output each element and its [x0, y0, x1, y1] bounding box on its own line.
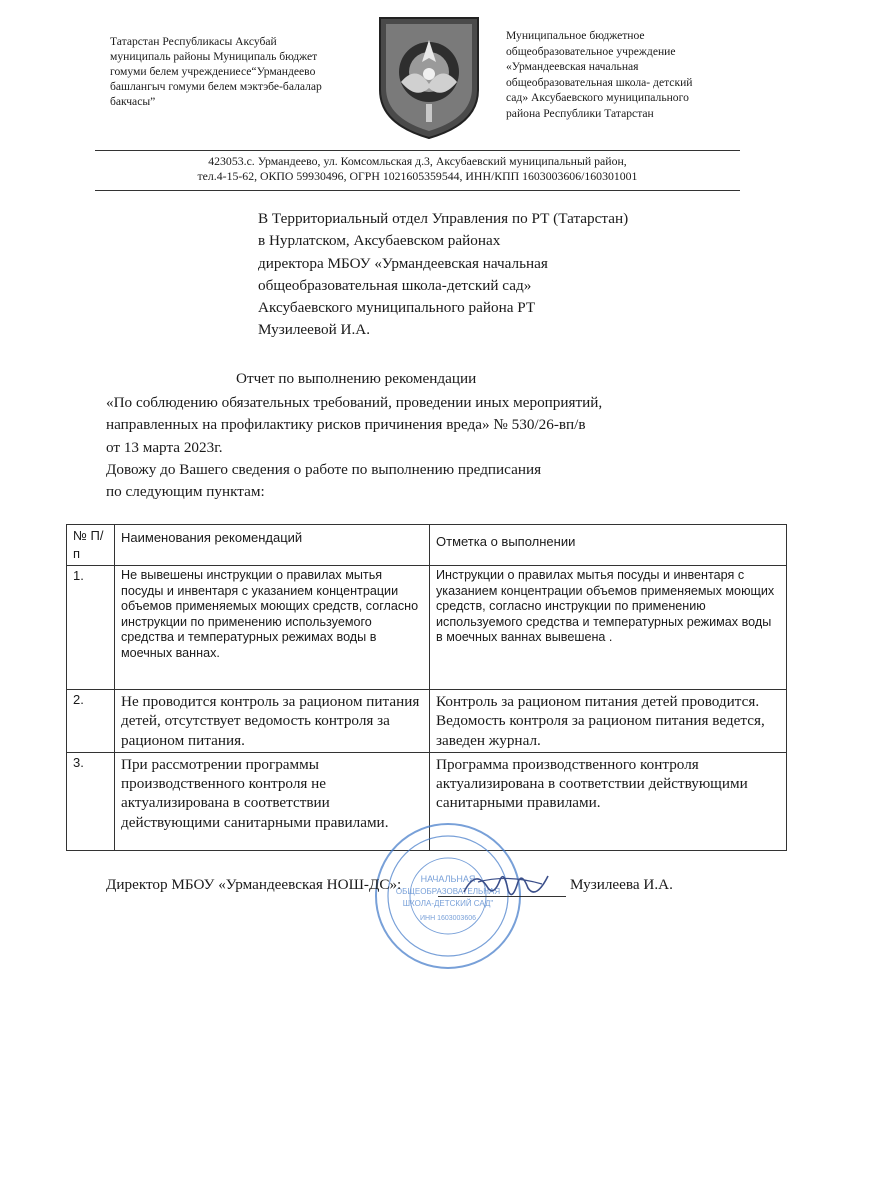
- requisites-line: тел.4-15-62, ОКПО 59930496, ОГРН 1021605359544, ИНН/КПП 1603003606/160301001: [197, 169, 638, 183]
- report-line: от 13 марта 2023г.: [106, 438, 223, 456]
- handwritten-signature: [458, 862, 554, 906]
- header-divider-top: [95, 150, 740, 151]
- row-mark: Инструкции о правилах мытья посуды и инвентаря с указанием концентрации объемов применяемых моющих средств, согласно инструкции по применению используемого средства и температурных режимах воды в моечных ваннах вывешена .: [430, 566, 787, 690]
- addressee-line: в Нурлатском, Аксубаевском районах: [258, 232, 501, 250]
- report-line: по следующим пунктам:: [106, 483, 265, 501]
- stamp-text: ОБЩЕОБРАЗОВАТЕЛЬНАЯ: [395, 887, 501, 896]
- report-title: Отчет по выполнению рекомендации: [236, 370, 477, 387]
- header-num: № П/п: [67, 525, 115, 566]
- addressee-line: Музилеевой И.А.: [258, 321, 371, 339]
- report-line: направленных на профилактику рисков причинения вреда» № 530/26-вп/в: [106, 416, 586, 434]
- row-num: 3.: [67, 752, 115, 850]
- report-body: [106, 392, 706, 503]
- addressee-block: [258, 208, 718, 342]
- addressee-line: директора МБОУ «Урмандеевская начальная: [258, 254, 548, 272]
- coat-of-arms-emblem: [376, 12, 482, 142]
- header-mark: Отметка о выполнении: [430, 525, 787, 566]
- row-mark: Программа производственного контроля актуализирована в соответствии действующими санитарными правилами.: [430, 752, 787, 850]
- stamp-text: ИНН 1603003606: [419, 915, 477, 922]
- header-divider-bottom: [95, 190, 740, 191]
- table-row: [67, 690, 787, 753]
- table-header-row: [67, 525, 787, 566]
- addressee-line: общеобразовательная школа-детский сад»: [258, 276, 532, 294]
- row-recommendation: Не проводится контроль за рационом питания детей, отсутствует ведомость контроля за рационом питания.: [115, 690, 430, 753]
- addressee-line: Аксубаевского муниципального района РТ: [258, 299, 536, 317]
- stamp-text: ШКОЛА-ДЕТСКИЙ САД": [402, 899, 494, 908]
- row-recommendation: Не вывешены инструкции о правилах мытья посуды и инвентаря с указанием концентрации объемов применяемых моющих средств, согласно инструкции по применению используемого средства и температурных режимах воды в моечных ваннах.: [115, 566, 430, 690]
- header-name: Наименования рекомендаций: [115, 525, 430, 566]
- director-name: Музилеева И.А.: [570, 876, 673, 893]
- report-line: Довожу до Вашего сведения о работе по выполнению предписания: [106, 460, 542, 478]
- table-row: [67, 566, 787, 690]
- addressee-line: В Территориальный отдел Управления по РТ (Татарстан): [258, 210, 629, 227]
- row-num: 2.: [67, 690, 115, 753]
- director-position: Директор МБОУ «Урмандеевская НОШ-ДС»:: [106, 876, 402, 893]
- row-recommendation: При рассмотрении программы производственного контроля не актуализирована в соответствии действующими санитарными правилами.: [115, 752, 430, 850]
- address-line: 423053.с. Урмандеево, ул. Комсомльская д.3, Аксубаевский муниципальный район,: [208, 154, 627, 168]
- stamp-text: НАЧАЛЬНАЯ: [420, 874, 476, 884]
- header-left-text: Татарстан Республикасы Аксубай муниципаль районы Муниципаль бюджет гомуми белем учреждениесе“Урмандеево башлангыч гомуми белем мэктэбе-балалар бакчасы”: [110, 35, 322, 108]
- recommendations-table: [66, 524, 787, 851]
- report-line: «По соблюдению обязательных требований, проведении иных мероприятий,: [106, 394, 603, 411]
- address-block: [95, 154, 740, 184]
- row-mark: Контроль за рационом питания детей проводится. Ведомость контроля за рационом питания ведется, заведен журнал.: [430, 690, 787, 753]
- row-num: 1.: [67, 566, 115, 690]
- header-right-text: Муниципальное бюджетное общеобразовательное учреждение «Урмандеевская начальная общеобразовательная школа- детский сад» Аксубаевского муниципального района Республики Татарстан: [506, 29, 693, 120]
